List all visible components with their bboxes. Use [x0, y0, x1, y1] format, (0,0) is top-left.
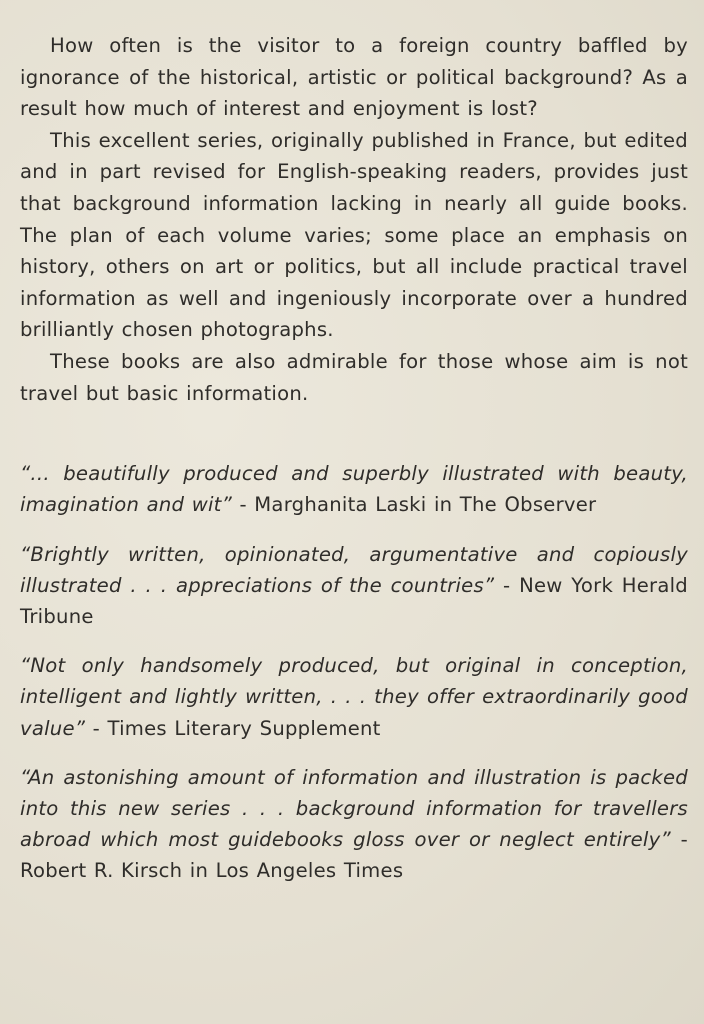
- review-separator: -: [670, 828, 688, 852]
- review-quote: “Not only handsomely produced, but original in conception, intelligent and lightly written, . . . they offer extraordinarily good value”: [20, 654, 688, 740]
- review-quote-block: [20, 458, 688, 520]
- review-quote-block: [20, 762, 688, 887]
- review-source: Times Literary Supplement: [107, 716, 381, 740]
- review-source: Marghanita Laski in The Observer: [254, 493, 597, 517]
- intro-paragraph: How often is the visitor to a foreign country baffled by ignorance of the historical, artistic or political background? As a result how much of interest and enjoyment is lost?: [20, 34, 688, 121]
- intro-paragraph: These books are also admirable for those whose aim is not travel but basic information.: [20, 349, 688, 405]
- review-quote: “An astonishing amount of information and illustration is packed into this new series . . . background information for travellers abroad which most guidebooks gloss over or neglect entirely”: [20, 765, 688, 852]
- review-quote: “Brightly written, opinionated, argumentative and copiously illustrated . . . appreciations of the countries”: [20, 542, 688, 597]
- review-separator: -: [85, 716, 108, 740]
- intro-paragraph: This excellent series, originally published in France, but edited and in part revised for English-speaking readers, provides just that background information lacking in nearly all guide books. The plan of each volume varies; some place an emphasis on history, others on art or politics, but all include practical travel information as well and ingeniously incorporate over a hundred brilliantly chosen photographs.: [20, 128, 688, 342]
- review-source: New York Herald Tribune: [20, 573, 688, 628]
- review-source: Robert R. Kirsch in Los Angeles Times: [20, 859, 404, 883]
- series-description: [20, 30, 688, 409]
- review-quote-block: [20, 539, 688, 633]
- review-quote: “... beautifully produced and superbly illustrated with beauty, imagination and wit”: [20, 462, 688, 517]
- review-separator: -: [232, 493, 255, 517]
- review-separator: -: [494, 573, 520, 597]
- press-reviews: [20, 458, 688, 886]
- review-quote-block: [20, 650, 688, 744]
